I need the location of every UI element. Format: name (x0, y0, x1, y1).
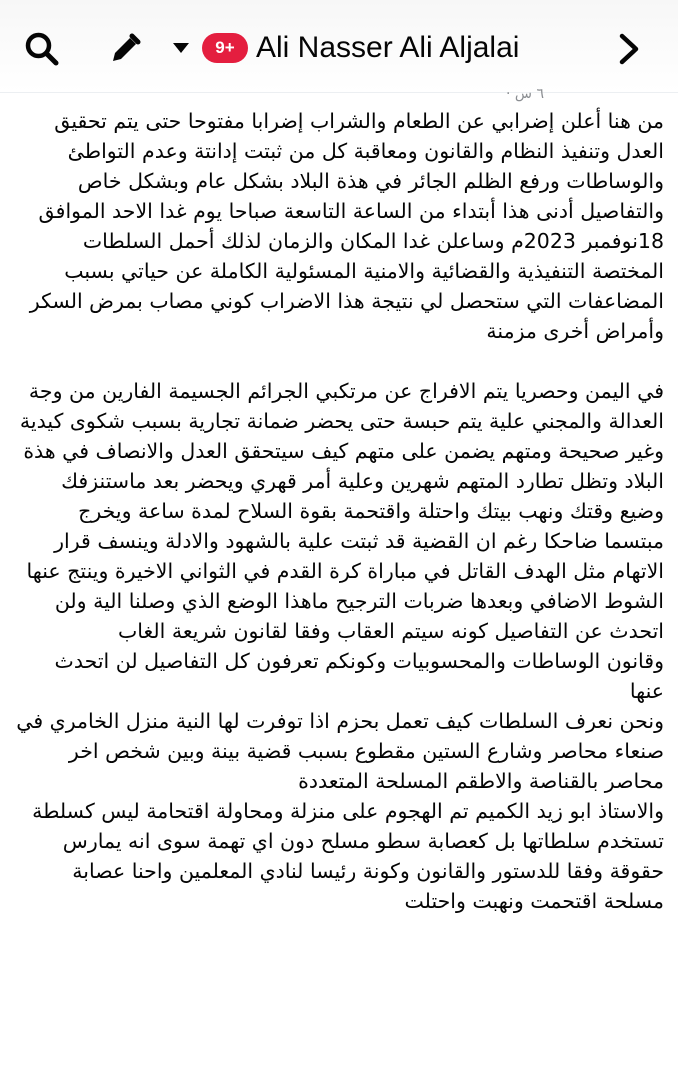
post-paragraph: في اليمن وحصريا يتم الافراج عن مرتكبي الجرائم الجسيمة الفارين من وجة العدالة والمجني علية يتم حبسة حتى يحضر ضمانة تجارية بسبب شكوى كيدية وغير صحيحة ومتهم يضمن على متهم كيف سيتحقق العدل والانصاف في هذة البلاد وتظل تطارد المتهم شهرين وعلية أمر قهري ويحضر بعد ماستنزفك وضيع وقتك ونهب بيتك واحتلة واقتحمة بقوة السلاح لمدة ساعة ويخرج مبتسما ضاحكا رغم ان القضية قد ثبتت علية بالشهود والادلة وينسف قرار الاتهام مثل الهدف القاتل في مباراة كرة القدم في الثواني الاخيرة وينتج عنها الشوط الاضافي وبعدها ضربات الترجيح ماهذا الوضع الذي وصلنا الية ولن اتحدث عن التفاصيل كونه سيتم العقاب وفقا لقانون شريعة الغاب (19, 379, 664, 643)
post-paragraph: ونحن نعرف السلطات كيف تعمل بحزم اذا توفرت لها النية منزل الخامري في صنعاء محاصر وشارع الستين مقطوع بسبب قضية بينة وبين شخص اخر محاصر بالقناصة والاطقم المسلحة المتعددة (16, 709, 664, 793)
post-header (0, 0, 678, 93)
post-paragraph: من هنا أعلن إضرابي عن الطعام والشراب إضرابا مفتوحا حتى يتم تحقيق العدل وتنفيذ النظام والقانون ومعاقبة كل من ثبتت إدانتة وعدم التواطئ والوساطات ورفع الظلم الجائر في هذة البلاد بشكل عام وبشكل خاص والتفاصيل أدنى هذا أبتداء من الساعة التاسعة صباحا يوم غدا الاحد الموافق 18نوفمبر 2023م وساعلن غدا المكان والزمان لذلك أحمل السلطات المختصة التنفيذية والقضائية والامنية المسئولية الكاملة عن حياتي بسبب المضاعفات التي ستحصل لي نتيجة هذا الاضراب كوني مصاب بمرض السكر وأمراض أخرى مزمنة (29, 109, 664, 343)
caret-down-icon[interactable] (170, 38, 192, 58)
post-paragraph: والاستاذ ابو زيد الكميم تم الهجوم على منزلة ومحاولة اقتحامة ليس كسلطة تستخدم سلطاتها بل كعصابة سطو مسلح دون اي تهمة سوى انه يمارس حقوقة وفقا للدستور والقانون وكونة رئيسا لنادي المعلمين واحنا عصابة مسلحة اقتحمت ونهبت واحتلت (32, 799, 664, 913)
search-icon[interactable] (22, 29, 62, 69)
post-paragraph: وقانون الوساطات والمحسوبيات وكونكم تعرفون كل التفاصيل لن اتحدث عنها (54, 649, 664, 703)
page-title[interactable]: Ali Nasser Ali Aljalai (256, 31, 520, 64)
post-meta: ٦ س · (506, 86, 544, 102)
notification-badge[interactable]: 9+ (202, 33, 248, 63)
chevron-right-icon[interactable] (612, 29, 646, 69)
post-body (14, 106, 664, 916)
pencil-icon[interactable] (105, 29, 145, 69)
